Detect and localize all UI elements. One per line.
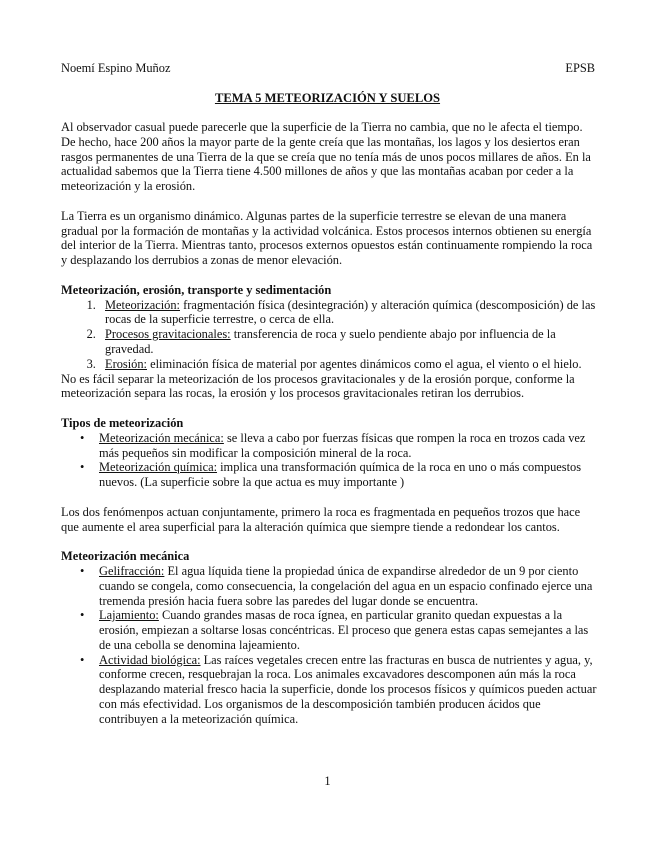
list-item bbox=[99, 460, 597, 490]
list-item-term: Procesos gravitacionales: bbox=[105, 327, 231, 342]
section-heading-tipos: Tipos de meteorización bbox=[61, 415, 184, 430]
list-item-term: Meteorización: bbox=[105, 297, 180, 312]
mechanical-list bbox=[61, 564, 597, 727]
list-item bbox=[99, 431, 597, 461]
document-title: TEMA 5 METEORIZACIÓN Y SUELOS bbox=[214, 91, 441, 105]
section-heading-mecanica: Meteorización mecánica bbox=[61, 549, 190, 564]
list-item bbox=[99, 653, 597, 727]
document-body bbox=[61, 120, 597, 727]
list-item-term: Gelifracción: bbox=[99, 563, 165, 578]
list-item-text: El agua líquida tiene la propiedad única de expandirse alrededor de un 9 por ciento cuando se congela, como consecuencia, la congelación del agua en un espacio confinado ejerce una tremenda presión hacia fuera sobre las paredes del lugar donde se encuentra. bbox=[99, 563, 593, 608]
list-item bbox=[99, 357, 597, 372]
list-item bbox=[99, 608, 597, 652]
list-item-text: se lleva a cabo por fuerzas físicas que rompen la roca en trozos cada vez más pequeños sin modificar la composición mineral de la roca. bbox=[99, 430, 586, 460]
list-item-term: Meteorización mecánica: bbox=[99, 430, 224, 445]
list-item bbox=[99, 564, 597, 608]
intro-paragraph-1: Al observador casual puede parecerle que la superficie de la Tierra no cambia, que no le afecta el tiempo. De hecho, hace 200 años la mayor parte de la gente creía que las montañas, los lagos y los desiertos eran rasgos permanentes de una Tierra de la que se creía que no tenía más de unos pocos millares de años. En la actualidad sabemos que la Tierra tiene 4.500 millones de años y que las montañas acaban por ceder a la meteorización y la erosión. bbox=[61, 120, 591, 194]
section2-paragraph: Los dos fenómenpos actuan conjuntamente, primero la roca es fragmentada en pequeños trozos que hace que aumente el area superficial para la alteración química que siempre tiende a redondear los cantos. bbox=[61, 504, 581, 534]
section1-paragraph: No es fácil separar la meteorización de los procesos gravitacionales y de la erosión porque, conforme la meteorización separa las rocas, la erosión y los procesos gravitacionales retiran los derrubios. bbox=[61, 371, 575, 401]
section-heading-meteorizacion-erosion: Meteorización, erosión, transporte y sedimentación bbox=[61, 282, 332, 297]
types-list bbox=[61, 431, 597, 490]
list-item-text: Cuando grandes masas de roca ígnea, en particular granito quedan expuestas a la erosión, empiezan a soltarse losas concéntricas. El proceso que genera estas capas semejantes a las de una cebolla se denomina lajeamiento. bbox=[99, 608, 589, 652]
list-item-term: Lajamiento: bbox=[99, 608, 159, 623]
list-item-text: eliminación física de material por agentes dinámicos como el agua, el viento o el hielo. bbox=[147, 356, 582, 371]
list-item-text: fragmentación física (desintegración) y alteración química (descomposición) de las rocas de la superficie terrestre, o cerca de ella. bbox=[105, 297, 596, 327]
list-item bbox=[99, 327, 597, 357]
list-item-text: implica una transformación química de la roca en uno o más compuestos nuevos. (La superficie sobre la que actua es muy importante ) bbox=[99, 460, 582, 490]
list-item bbox=[99, 298, 597, 328]
list-item-term: Actividad biológica: bbox=[99, 652, 201, 667]
list-item-term: Erosión: bbox=[105, 356, 147, 371]
list-item-term: Meteorización química: bbox=[99, 460, 218, 475]
intro-paragraph-2: La Tierra es un organismo dinámico. Algunas partes de la superficie terrestre se elevan de una manera gradual por la formación de montañas y la actividad volcánica. Estos procesos internos obtienen su energía del interior de la Tierra. Mientras tanto, procesos externos opuestos están continuamente rompiendo la roca y desplazando los derrubios a zonas de menor elevación. bbox=[61, 208, 593, 268]
list-item-text: transferencia de roca y suelo pendiente abajo por influencia de la gravedad. bbox=[105, 327, 556, 356]
list-item-text: Las raíces vegetales crecen entre las fracturas en busca de nutrientes y agua, y, conforme crecen, resquebrajan la roca. Los animales excavadores descomponen aún más la roca desplazando material fresco hacia la superficie, donde los procesos físicos y químicos pueden actuar con más efectividad. Los organismos de la descomposición también producen ácidos que contribuyen a la meteorización química. bbox=[99, 652, 597, 726]
processes-list bbox=[61, 298, 597, 372]
header-school: EPSB bbox=[565, 61, 595, 75]
page-number: 1 bbox=[324, 774, 331, 788]
header-author: Noemí Espino Muñoz bbox=[61, 61, 171, 75]
